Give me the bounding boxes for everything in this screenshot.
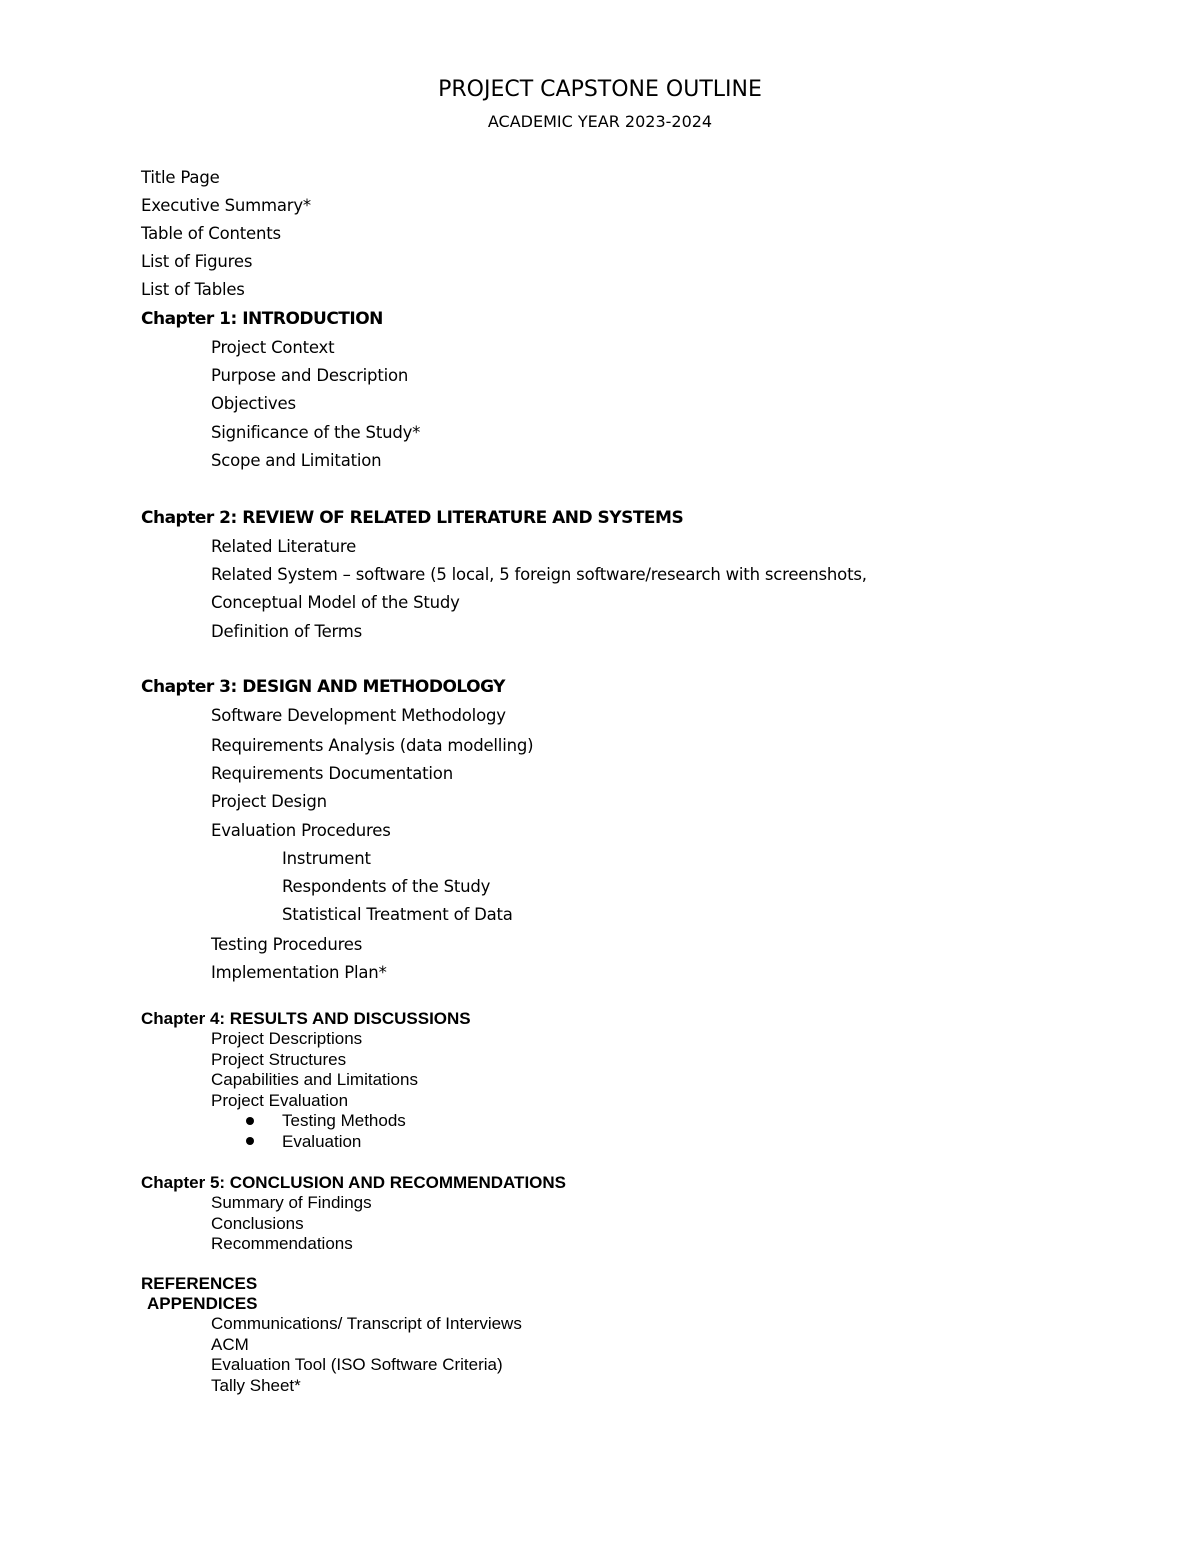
appendix-item: Evaluation Tool (ISO Software Criteria) <box>211 1355 503 1374</box>
front-matter-item: Title Page <box>141 168 220 187</box>
chapter-3-item: Testing Procedures <box>211 935 363 954</box>
document-subtitle: ACADEMIC YEAR 2023-2024 <box>487 112 713 131</box>
chapter-4-bullet-item: Evaluation <box>282 1132 362 1151</box>
front-matter-item: Table of Contents <box>141 224 281 243</box>
references-heading: REFERENCES <box>141 1274 258 1293</box>
bullet-icon <box>246 1137 254 1145</box>
chapter-2-heading: Chapter 2: REVIEW OF RELATED LITERATURE AND SYSTEMS <box>141 508 684 528</box>
appendix-item: Tally Sheet* <box>211 1376 301 1395</box>
chapter-5-item: Conclusions <box>211 1214 304 1233</box>
appendix-item: ACM <box>211 1335 249 1354</box>
chapter-2-item: Conceptual Model of the Study <box>211 593 460 612</box>
chapter-3-sub-item: Instrument <box>282 849 371 868</box>
chapter-2-item: Definition of Terms <box>211 622 363 641</box>
front-matter-item: List of Tables <box>141 280 245 299</box>
chapter-3-item: Requirements Analysis (data modelling) <box>211 736 534 755</box>
chapter-1-item: Project Context <box>211 338 335 357</box>
chapter-4-bullet-item: Testing Methods <box>282 1111 406 1130</box>
chapter-4-item: Project Evaluation <box>211 1091 349 1110</box>
chapter-1-item: Objectives <box>211 394 296 413</box>
chapter-3-sub-item: Statistical Treatment of Data <box>282 905 513 924</box>
chapter-3-item: Evaluation Procedures <box>211 821 391 840</box>
front-matter-item: Executive Summary* <box>141 196 311 215</box>
front-matter-item: List of Figures <box>141 252 253 271</box>
chapter-1-heading: Chapter 1: INTRODUCTION <box>141 309 383 329</box>
chapter-5-item: Recommendations <box>211 1234 353 1253</box>
appendices-heading: APPENDICES <box>147 1294 258 1313</box>
chapter-5-heading: Chapter 5: CONCLUSION AND RECOMMENDATIONS <box>141 1173 567 1192</box>
chapter-4-heading: Chapter 4: RESULTS AND DISCUSSIONS <box>141 1009 471 1028</box>
appendix-item: Communications/ Transcript of Interviews <box>211 1314 522 1333</box>
chapter-4-item: Project Descriptions <box>211 1029 363 1048</box>
chapter-1-item: Purpose and Description <box>211 366 409 385</box>
chapter-3-sub-item: Respondents of the Study <box>282 877 491 896</box>
document-title: PROJECT CAPSTONE OUTLINE <box>438 77 762 102</box>
chapter-3-heading: Chapter 3: DESIGN AND METHODOLOGY <box>141 677 505 697</box>
chapter-3-item: Project Design <box>211 792 327 811</box>
chapter-2-item: Related System – software (5 local, 5 foreign software/research with screenshots, <box>211 565 867 584</box>
chapter-4-item: Project Structures <box>211 1050 347 1069</box>
chapter-5-item: Summary of Findings <box>211 1193 372 1212</box>
bullet-icon <box>246 1117 254 1125</box>
chapter-3-item: Implementation Plan* <box>211 963 387 982</box>
chapter-1-item: Scope and Limitation <box>211 451 382 470</box>
chapter-3-item: Requirements Documentation <box>211 764 453 783</box>
chapter-3-item: Software Development Methodology <box>211 706 506 725</box>
chapter-2-item: Related Literature <box>211 537 357 556</box>
chapter-4-item: Capabilities and Limitations <box>211 1070 418 1089</box>
chapter-1-item: Significance of the Study* <box>211 423 421 442</box>
